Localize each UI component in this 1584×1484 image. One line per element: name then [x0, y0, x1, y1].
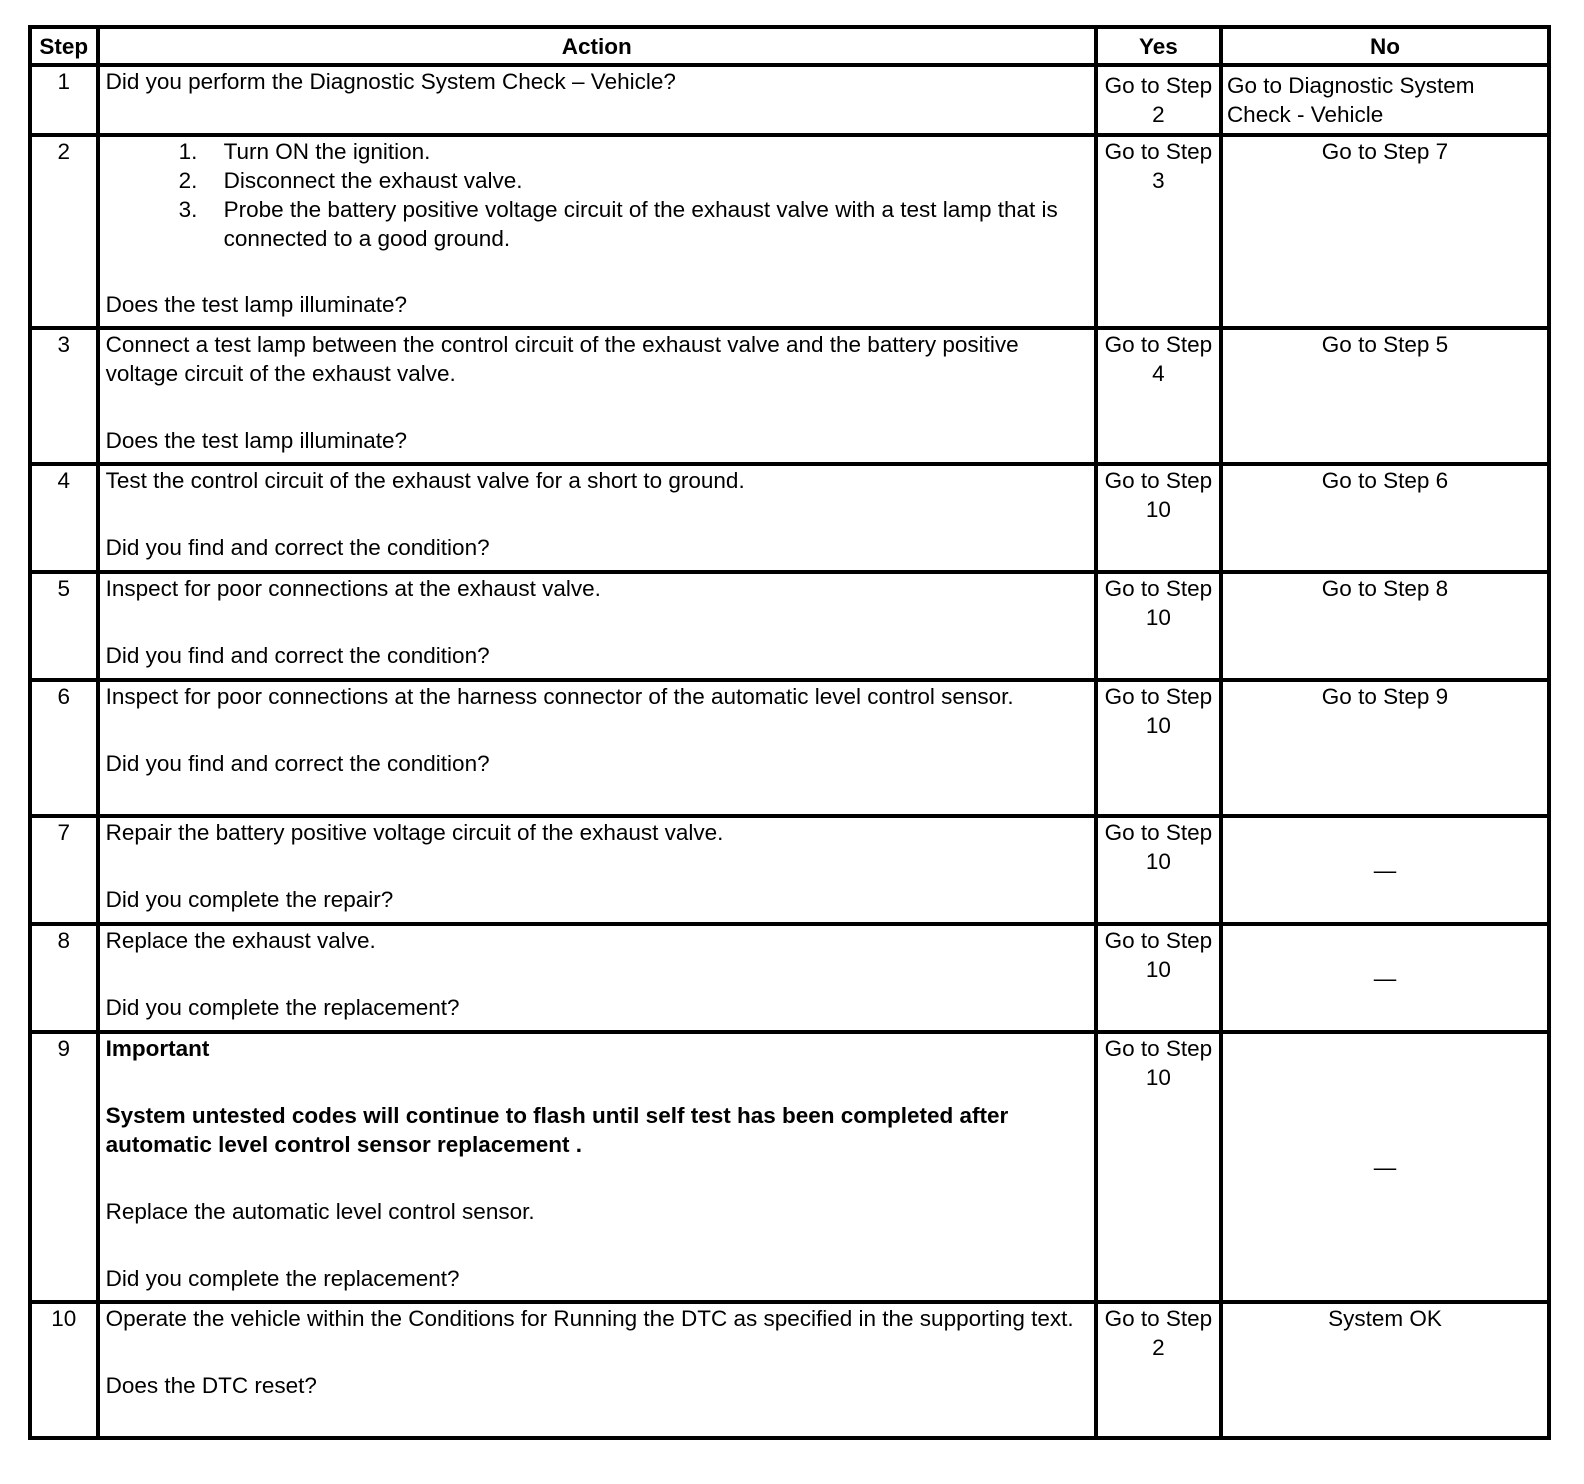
action-cell [98, 328, 1096, 464]
yes-cell: Go to Step 10 [1096, 816, 1221, 924]
table-row [30, 572, 1549, 680]
no-cell: Go to Step 6 [1221, 464, 1549, 572]
step-number: 9 [30, 1032, 98, 1302]
action-question: Did you find and correct the condition? [105, 643, 490, 668]
action-question: Did you complete the repair? [105, 887, 394, 912]
no-cell: — [1221, 816, 1549, 924]
action-text: Inspect for poor connections at the harness connector of the automatic level control sensor. [105, 684, 1014, 709]
action-text: Operate the vehicle within the Conditions for Running the DTC as specified in the supporting text. [105, 1306, 1074, 1331]
header-step: Step [30, 27, 98, 65]
table-row [30, 816, 1549, 924]
important-text: System untested codes will continue to flash until self test has been completed after automatic level control sensor replacement . [105, 1103, 1009, 1157]
step-number: 5 [30, 572, 98, 680]
yes-cell: Go to Step 10 [1096, 1032, 1221, 1302]
header-no: No [1221, 27, 1549, 65]
step-number: 3 [30, 328, 98, 464]
table-row [30, 1302, 1549, 1438]
action-question: Did you complete the replacement? [105, 995, 460, 1020]
action-text: Inspect for poor connections at the exhaust valve. [105, 576, 601, 601]
action-cell [98, 65, 1096, 135]
no-cell: Go to Step 5 [1221, 328, 1549, 464]
action-cell [98, 464, 1096, 572]
yes-cell: Go to Step 4 [1096, 328, 1221, 464]
action-text: Did you perform the Diagnostic System Check – Vehicle? [105, 69, 676, 94]
action-text: Test the control circuit of the exhaust valve for a short to ground. [105, 468, 745, 493]
action-cell [98, 572, 1096, 680]
yes-cell: Go to Step 10 [1096, 924, 1221, 1032]
action-text: Replace the exhaust valve. [105, 928, 376, 953]
action-question: Does the DTC reset? [105, 1373, 317, 1398]
step-number: 10 [30, 1302, 98, 1438]
action-cell [98, 816, 1096, 924]
yes-cell: Go to Step 10 [1096, 572, 1221, 680]
yes-cell: Go to Step 3 [1096, 135, 1221, 328]
yes-cell: Go to Step 10 [1096, 464, 1221, 572]
no-cell: System OK [1221, 1302, 1549, 1438]
yes-cell: Go to Step 10 [1096, 680, 1221, 816]
table-row [30, 680, 1549, 816]
table-row [30, 1032, 1549, 1302]
step-number: 4 [30, 464, 98, 572]
action-steps-list [106, 137, 1088, 253]
action-question: Did you complete the replacement? [105, 1266, 460, 1291]
table-row [30, 464, 1549, 572]
action-text: Connect a test lamp between the control circuit of the exhaust valve and the battery positive voltage circuit of the exhaust valve. [105, 332, 1019, 386]
step-number: 1 [30, 65, 98, 135]
action-text: Replace the automatic level control sensor. [105, 1199, 535, 1224]
action-question: Did you find and correct the condition? [105, 535, 490, 560]
header-row [30, 27, 1549, 65]
no-cell: Go to Step 9 [1221, 680, 1549, 816]
step-number: 6 [30, 680, 98, 816]
action-question: Does the test lamp illuminate? [105, 428, 408, 453]
table-row [30, 135, 1549, 328]
action-cell [98, 1302, 1096, 1438]
action-cell [98, 680, 1096, 816]
list-item: 2. Disconnect the exhaust valve. [204, 166, 1088, 195]
no-cell: Go to Step 7 [1221, 135, 1549, 328]
no-cell: Go to Diagnostic System Check - Vehicle [1221, 65, 1549, 135]
step-number: 8 [30, 924, 98, 1032]
no-cell: Go to Step 8 [1221, 572, 1549, 680]
action-cell [98, 1032, 1096, 1302]
action-cell [98, 135, 1096, 328]
header-yes: Yes [1096, 27, 1221, 65]
important-title: Important [105, 1036, 210, 1061]
list-item: 1. Turn ON the ignition. [204, 137, 1088, 166]
table-row [30, 65, 1549, 135]
list-item: 3. Probe the battery positive voltage circuit of the exhaust valve with a test lamp that is connected to a good ground. [204, 195, 1088, 253]
no-cell: — [1221, 1032, 1549, 1302]
step-number: 7 [30, 816, 98, 924]
step-number: 2 [30, 135, 98, 328]
action-question: Does the test lamp illuminate? [105, 292, 408, 317]
diagnostic-table [28, 25, 1551, 1440]
table-row [30, 328, 1549, 464]
table-row [30, 924, 1549, 1032]
action-cell [98, 924, 1096, 1032]
no-cell: — [1221, 924, 1549, 1032]
action-text: Repair the battery positive voltage circuit of the exhaust valve. [105, 820, 724, 845]
yes-cell: Go to Step 2 [1096, 1302, 1221, 1438]
yes-cell: Go to Step 2 [1096, 65, 1221, 135]
header-action: Action [98, 27, 1096, 65]
action-question: Did you find and correct the condition? [105, 751, 490, 776]
